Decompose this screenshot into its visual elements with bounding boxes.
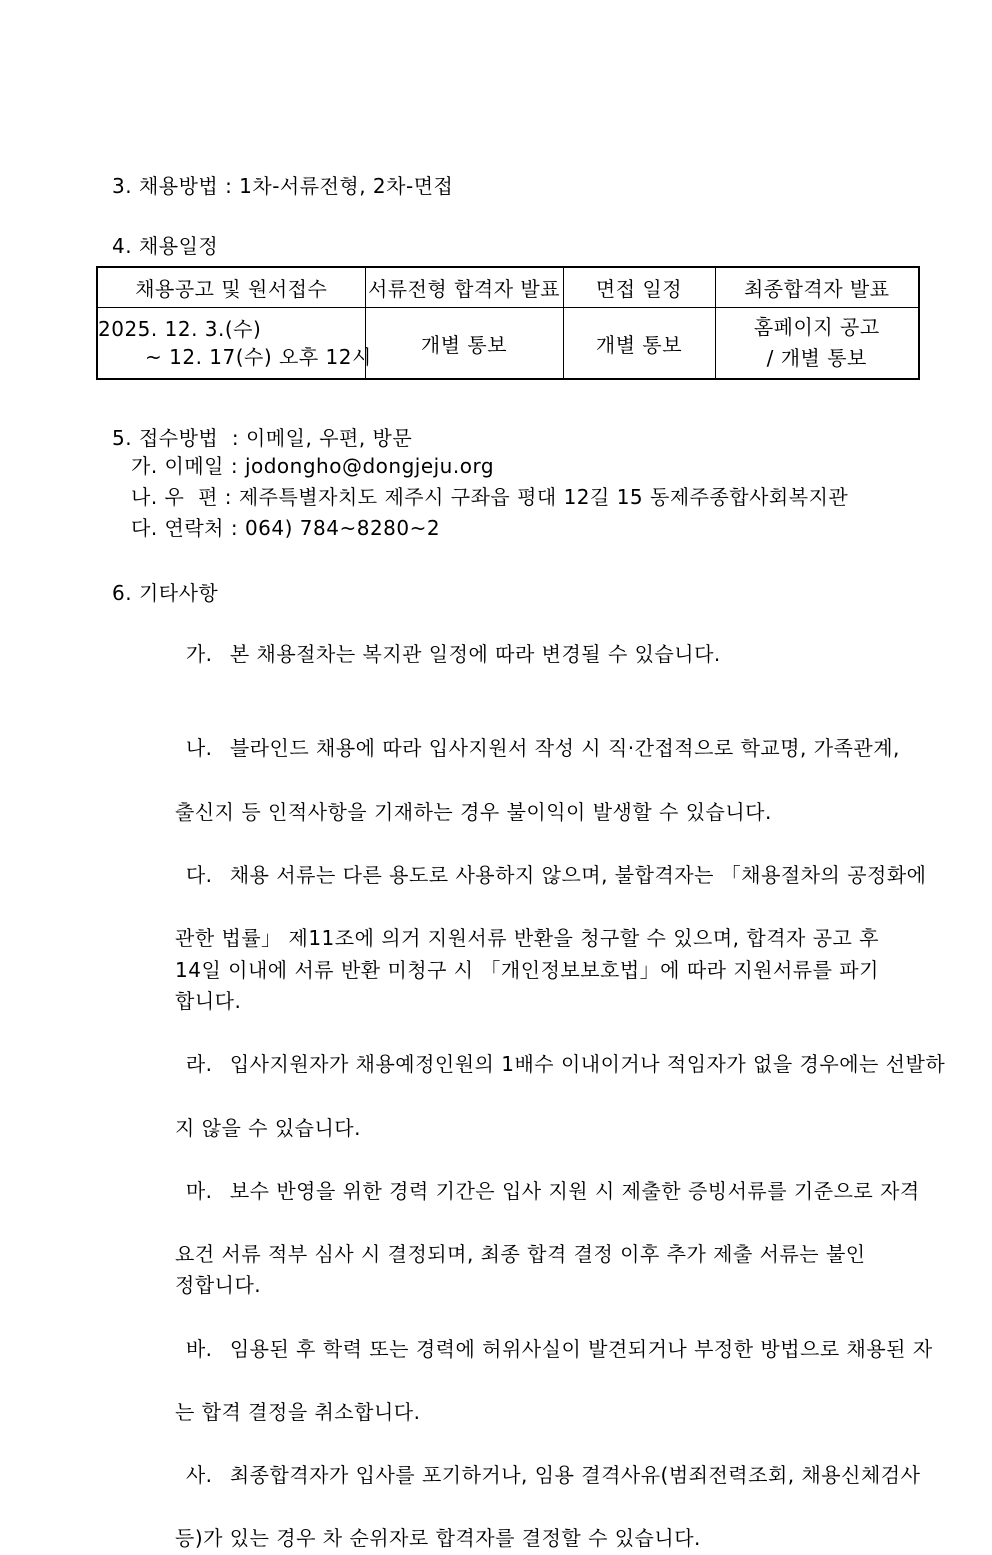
final-result-line2: / 개별 통보 [766,346,867,370]
interview-schedule-text: 개별 통보 [595,332,683,357]
item-text: 입사지원자가 채용예정인원의 1배수 이내이거나 적임자가 없을 경우에는 선발하 [229,1052,946,1077]
item-prefix: 바. [185,1336,213,1361]
other-notes-list [131,607,946,1555]
item-prefix: 라. [185,1052,213,1077]
cell-interview-schedule [563,308,715,380]
item-prefix: 가. [185,641,213,666]
table-header-row [97,267,919,308]
cell-document-result [365,308,563,380]
application-period-line1: 2025. 12. 3.(수) [98,317,262,341]
other-notes-item-ga [131,607,931,702]
other-notes-item-ba [131,1302,931,1428]
note-line: 관한 법률」 제11조에 의거 지원서류 반환을 청구할 수 있으며, 합격자 공고 후 [175,925,880,950]
other-notes-heading: 6. 기타사항 [112,581,219,605]
other-notes-item-ma [131,1144,931,1302]
application-period-line2: ~ 12. 17(수) 오후 12시 [145,345,372,369]
item-text: 임용된 후 학력 또는 경력에 허위사실이 발견되거나 부정한 방법으로 채용된 자 [229,1336,933,1361]
item-text: 채용 서류는 다른 용도로 사용하지 않으며, 불합격자는 「채용절차의 공정화에 [229,862,927,887]
application-method-heading: 5. 접수방법 : 이메일, 우편, 방문 [112,426,413,450]
item-text: 본 채용절차는 복지관 일정에 따라 변경될 수 있습니다. [229,641,721,666]
table-header-interview-schedule: 면접 일정 [563,267,715,308]
application-method-list [131,451,848,544]
note-line: 지 않을 수 있습니다. [175,1115,361,1140]
recruitment-method-heading: 3. 채용방법 : 1차-서류전형, 2차-면접 [112,174,454,198]
item-prefix: 사. [185,1463,213,1488]
note-line [131,1144,931,1239]
application-method-item-mail: 나. 우 편 : 제주특별자치도 제주시 구좌읍 평대 12길 15 동제주종합사회복지관 [131,485,849,509]
cell-final-result [715,308,919,380]
note-line [131,1302,931,1397]
table-header-application-period: 채용공고 및 원서접수 [97,267,365,308]
note-line: 정합니다. [175,1273,262,1298]
cell-application-period [97,308,372,380]
item-text: 보수 반영을 위한 경력 기간은 입사 지원 시 제출한 증빙서류를 기준으로 자격 [229,1178,920,1203]
table-data-row [97,308,919,380]
note-line [131,828,931,923]
note-line: 14일 이내에 서류 반환 미청구 시 「개인정보보호법」에 따라 지원서류를 파기 [175,957,879,982]
application-method-item-email: 가. 이메일 : jodongho@dongjeju.org [131,454,495,478]
item-text: 최종합격자가 입사를 포기하거나, 임용 결격사유(범죄전력조회, 채용신체검사 [229,1463,921,1488]
final-result-line1: 홈페이지 공고 [753,315,880,339]
other-notes-item-sa [131,1428,931,1554]
note-line: 는 합격 결정을 취소합니다. [175,1399,421,1424]
note-line: 합니다. [175,989,242,1014]
item-prefix: 나. [185,736,213,761]
document-result-text: 개별 통보 [420,332,508,357]
note-line: 요건 서류 적부 심사 시 결정되며, 최종 합격 결정 이후 추가 제출 서류는 불인 [175,1241,866,1266]
note-line: 출신지 등 인적사항을 기재하는 경우 불이익이 발생할 수 있습니다. [175,799,772,824]
note-line: 등)가 있는 경우 차 순위자로 합격자를 결정할 수 있습니다. [175,1526,701,1551]
table-header-document-result: 서류전형 합격자 발표 [365,267,563,308]
note-line [131,1018,946,1113]
note-line [131,607,931,702]
application-method-item-contact: 다. 연락처 : 064) 784~8280~2 [131,516,441,540]
other-notes-item-ra [131,1018,946,1144]
recruitment-schedule-heading: 4. 채용일정 [112,234,219,258]
item-prefix: 다. [185,862,213,887]
other-notes-item-na [131,702,931,828]
item-prefix: 마. [185,1178,213,1203]
table-header-final-result: 최종합격자 발표 [715,267,919,308]
note-line [131,702,931,797]
other-notes-item-da [131,828,931,1018]
item-text: 블라인드 채용에 따라 입사지원서 작성 시 직·간접적으로 학교명, 가족관계, [229,736,900,761]
recruitment-schedule-table [96,266,920,380]
note-line [131,1428,931,1523]
